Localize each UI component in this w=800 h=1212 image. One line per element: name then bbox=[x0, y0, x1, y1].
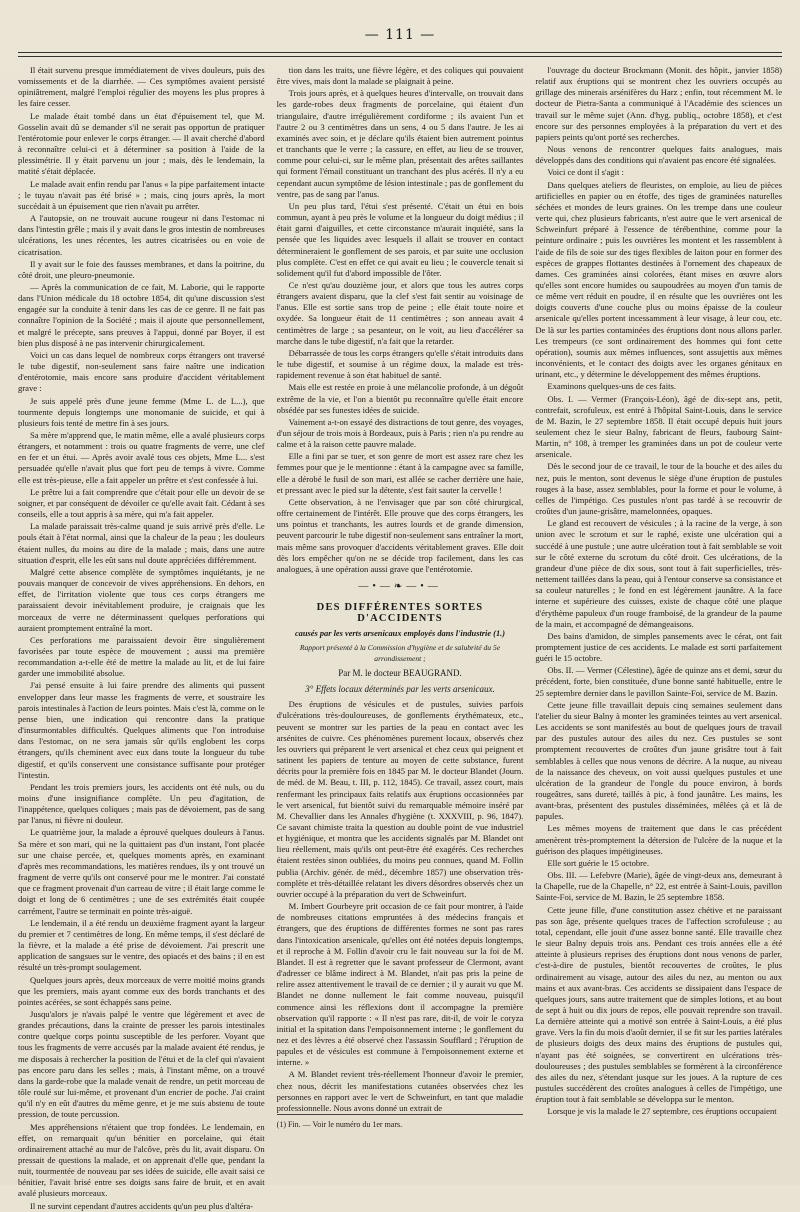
paragraph: Je suis appelé près d'une jeune femme (Mme L. de L...), que tourmente depuis longtemps une monomanie de suicide, et qui à plusieurs fois tenté de mettre fin à ses jours. bbox=[18, 395, 265, 428]
paragraph: Quelques jours après, deux morceaux de verre moitié moins grands que les premiers, mais ayant comme eux des bords tranchants et des pointes acérées, se sont échappés sans peine. bbox=[18, 974, 265, 1007]
paragraph: Mes appréhensions n'étaient que trop fondées. Le lendemain, en effet, on remarquait qu'un bénitier en porcelaine, qui était ordinairement attaché au mur de l'alcôve, près du lit, avait disparu. On pressait de questions la malade, et on apprenait d'elle que, pendant la nuit, tourmentée de nouveau par ses idées de suicide, elle avait saisi ce bénitier, l'avait brisé entre ses doigts sans faire de bruit, et en avait avalé plusieurs morceaux. bbox=[18, 1121, 265, 1199]
paragraph: Obs. III. — Lefebvre (Marie), âgée de vingt-deux ans, demeurant à la Chapelle, rue de la Chapelle, n° 22, est entrée à Saint-Louis, pavillon Sainte-Foi, service de M. Bazin, le 25 septembre 1858. bbox=[535, 870, 783, 903]
paragraph: Ce n'est qu'au douzième jour, et alors que tous les autres corps étrangers avaient disparu, que la clef s'est fait sentir au voisinage de l'anus. Elle est sortie sans trop de peine ; elle était toute noire et oxydée. Sa longueur était de 11 centimètres ; son anneau avait 4 centimètres de large ; sa pesanteur, on le voit, au lieu d'accélérer sa marche dans le tube digestif, n'a fait que la retarder. bbox=[276, 279, 524, 346]
paragraph: Sa mère m'apprend que, le matin même, elle a avalé plusieurs corps étrangers, et notamment : trois ou quatre fragments de verre, une clef en fer et un étui. — Après avoir avalé tous ces objets, Mme L... s'est persuadée qu'elle n'avait plus que fort peu de temps à vivre. Comme elle est très-pieuse, elle a fait appeler un prêtre et s'est confessée à lui. bbox=[18, 430, 265, 485]
paragraph: Lorsque je vis la malade le 27 septembre, ces éruptions occupaient bbox=[547, 1106, 777, 1117]
paragraph: Cette observation, à ne l'envisager que par son côté chirurgical, offre certainement de l'intérêt. Elle prouve que des corps étrangers, les uns pointus et tranchants, les autres lourds et de grande dimension, peuvent parcourir le tube digestif non-seulement sans entraîner la mort, mais même sans provoquer d'accidents véritablement graves. Elle doit dès lors empêcher qu'on ne se décide trop facilement, dans les cas analogues, à une opération aussi grave que l'entérotomie. bbox=[276, 496, 524, 574]
section-author: Par M. le docteur BEAUGRAND. bbox=[338, 667, 462, 678]
column-2-part-a bbox=[277, 65, 524, 575]
paragraph: tion dans les traits, une fièvre légère, et des coliques qui pouvaient être vives, mais dont la malade se plaignait à peine. bbox=[276, 65, 524, 87]
paragraph: Trois jours après, et à quelques heures d'intervalle, on trouvait dans les garde-robes deux fragments de porcelaine, qui étaient d'un triangulaire, d'autre irrégulièrement cordiforme ; ils avaient l'un et l'autre 2 ou 3 centimètres dans un sens, 4 ou 5 dans l'autre. Je les ai examinés avec soin, et je déclare qu'ils étaient bien autrement pointus et tranchants que le verre ; la cassure, en effet, au lieu de se trouver, comme pour celui-ci, sur le même plan, présentait des arêtes saillantes qui forment l'émail constituant un tranchant des plus acérés. Il n'y a eu cependant aucun symptôme de lésion intestinale ; pas de gonflement du ventre, pas de sang par l'anus. bbox=[276, 88, 524, 199]
page-header bbox=[18, 18, 782, 52]
paragraph: Il était survenu presque immédiatement de vives douleurs, puis des vomissements et de la diarrhée. — Ces symptômes avaient persisté opiniâtrement, malgré l'emploi régulier des moyens les plus propres à les faire cesser. bbox=[18, 65, 265, 109]
paragraph: Le malade avait enfin rendu par l'anus « la pipe parfaitement intacte ; le tuyau n'avait pas été brisé » ; mais, cinq jours après, la mort succédait à un épuisement que rien n'avait pu arrêter. bbox=[18, 178, 265, 211]
paragraph: Le malade était tombé dans un état d'épuisement tel, que M. Gosselin avait dû se demander s'il ne serait pas opportun de pratiquer l'entérotomie pour enlever le corps étranger. — Il avait cherché d'abord à reconnaître celui-ci et à déterminer sa position à l'aide de la plessimétrie. Il y était parvenu un jour ; mais, dès le lendemain, la matité s'était déplacée. bbox=[18, 110, 265, 177]
paragraph: Débarrassée de tous les corps étrangers qu'elle s'était introduits dans le tube digestif, et soumise à un régime doux, la malade est très-rapidement revenue à son état habituel de santé. bbox=[276, 347, 524, 381]
paragraph: Mais elle est restée en proie à une mélancolie profonde, à un dégoût extrême de la vie, et l'on a bientôt pu reconnaître qu'elle était encore obsédée par ses funestes idées de suicide. bbox=[276, 382, 524, 415]
paragraph: Dès le second jour de ce travail, le tour de la bouche et des ailes du nez, puis le menton, sont devenus le siège d'une éruption de pustules rouges à la base, assez semblables, pour la forme et pour le volume, à celles de l'impétigo. Ces pustules n'ont pas tardé à se recouvrir de croûtes d'un jaune-grisâtre, mamelonnées, opaques. bbox=[535, 461, 783, 517]
paragraph: Il ne survint cependant d'autres accidents qu'un peu plus d'altéra- bbox=[30, 1200, 253, 1211]
paragraph: M. Imbert Gourbeyre prit occasion de ce fait pour montrer, à l'aide de nombreuses citations empruntées à des médecins français et étrangers, que des éruptions de différentes formes ne sont pas rares dans l'intoxication arsenicale, qu'elles ont été notées depuis longtemps, et il reproche à M. Follin d'avoir cru le fait nouveau sur la foi de M. Blandet. Il est à regretter que le savant professeur de Clermont, avant d'adresser ce blâme indirect à M. Blandet, n'ait pas pris la peine de relire assez attentivement le travail de ce dernier ; il y aurait vu que M. Blandet ne donne nullement le fait comme nouveau, puisqu'il commence ainsi les réflexions dont il accompagne la première observation qu'il rapporte : « Il n'est pas rare, dit-il, de voir le coryza initial et la spitation dans l'empoisonnement interne ; le gonflement du nez et des lèvres a été observé chez l'assassin Soufflard ; l'éruption de papules et de vésicules est commune à l'empoisonnement externe et interne. » bbox=[276, 901, 524, 1068]
paragraph: Malgré cette absence complète de symptômes inquiétants, je ne pouvais manquer de concevoir de vives appréhensions. En dehors, en effet, de l'irritation violente que tous ces corps étrangers me paraissaient devoir inévitablement produire, je craignais que les morceaux de verre ne déterminassent quelques perforations qui auraient promptement entraîné la mort. bbox=[18, 566, 265, 633]
paragraph: Elle a fini par se tuer, et son genre de mort est assez rare chez les femmes pour que je le mentionne : étant à la campagne avec sa famille, elle a dérobé le fusil de son mari, est allée se cacher derrière une haie, et pressant avec le pied sur la détente, s'est fait sauter la cervelle ! bbox=[276, 451, 524, 495]
paragraph: Obs. I. — Vermer (François-Léon), âgé de dix-sept ans, petit, contrefait, scrofuleux, est entré à l'hôpital Saint-Louis, dans le service de M. Bazin, le 27 septembre 1858. Il était occupé depuis huit jours seulement chez le sieur Balny, fabricant de fleurs, faubourg Saint-Martin, n° 108, à tremper les graminées dans un pot de couleur verte arsenicale. bbox=[535, 393, 783, 460]
paragraph: Ces perforations me paraissaient devoir être singulièrement favorisées par toute espèce de mouvement ; aussi ma première recommandation a-t-elle été de mettre la malade au lit, et de lui faire garder une immobilité absolue. bbox=[18, 634, 265, 679]
paragraph: Il y avait sur le foie des fausses membranes, et dans la poitrine, du côté droit, une pleuro-pneumonie. bbox=[18, 258, 265, 280]
column-2-part-b bbox=[277, 699, 524, 1114]
paragraph: Le prêtre lui a fait comprendre que c'était pour elle un devoir de se soigner, et par conséquent de dévoiler ce qu'elle avait fait. Cédant à ses conseils, elle a tout appris à sa mère, qui m'a fait appeler. bbox=[18, 486, 265, 520]
paragraph: J'ai pensé ensuite à lui faire prendre des aliments qui pussent envelopper dans leur masse les fragments de verre, et soustraire les parois intestinales à l'action de leurs pointes. Mais c'est là, comme on le pense bien, une indication qui rencontre dans la pratique d'insurmontables difficultés. Quelques aliments que l'on introduise dans l'estomac, on ne sera jamais sûr qu'ils englobent les corps étrangers, qu'ils cheminent avec eux dans toute la longueur du tube digestif, et qu'ils conservent une consistance suffisante pour protéger l'intestin. bbox=[18, 680, 265, 780]
column-3 bbox=[535, 65, 782, 1165]
paragraph: Le lendemain, il a été rendu un deuxième fragment ayant la largeur du premier et 7 centimètres de long. En même temps, il s'est déclaré de la fièvre, et la malade a été prise de dévoiement. J'ai prescrit une application de sangsues sur le ventre, des opiacés et des bains ; il en est résulté un très-prompt soulagement. bbox=[18, 917, 265, 973]
paragraph: Elle sort guérie le 15 octobre. bbox=[547, 857, 650, 868]
paragraph: Le quatrième jour, la malade a éprouvé quelques douleurs à l'anus. Sa mère et son mari, qui ne la quittaient pas d'un instant, l'ont placée sur une chaise percée, et, quelques moments après, en examinant d'après mes recommandations, les matières rendues, ils y ont trouvé un fragment de verre qu'ils ont conservé pour me le montrer. J'ai constaté que ce fragment provenait d'un carreau de vitre ; il était large comme le doigt et long de 6 centimètres ; une de ses extrémités était coupée carrément, l'autre se terminait en pointe très-aiguë. bbox=[18, 827, 265, 916]
section-subtitle: causés par les verts arsenicaux employés dans l'industrie (1.) bbox=[294, 628, 506, 638]
paragraph: Un peu plus tard, l'étui s'est présenté. C'était un étui en bois commun, ayant à peu près le volume et la longueur du doigt médius ; il était garni d'aiguilles, et cette circonstance m'aurait inquiété, sans la pensée que les liquides avec lesquels il allait se trouver en contact détermineraient le gonflement de ses parois, et par suite une occlusion plus complète. C'est en effet ce qui avait eu lieu ; le couvercle tenait si solidement qu'il fut d'abord impossible de l'ôter. bbox=[276, 200, 524, 278]
paragraph: Obs. II. — Vermer (Célestine), âgée de quinze ans et demi, sœur du précédent, forte, bien constituée, d'une bonne santé habituelle, entre le 25 septembre dernier dans le pavillon Sainte-Foi, service de M. Bazin. bbox=[535, 665, 783, 698]
paragraph: Cette jeune fille travaillait depuis cinq semaines seulement dans l'atelier du sieur Balny à monter les graminées teintes au vert arsenical. Les accidents se sont manifestés au bout de quelques jours de travail par des pustules autour des ailes du nez. Ces pustules se sont promptement recouvertes de croûtes d'un jaune grisâtre tout à fait semblables à celles que nous venons de décrire. A la nuque, au niveau de la naissance des cheveux, on voit aussi quelques pustules et une ulcération de la grandeur de l'ongle du pouce environ, à bords rougeâtres, sans dureté, taillés à pic, à fond jaunâtre. Les mains, les avant-bras, présentent des pustules disséminées, mêlées çà et là de papules. bbox=[535, 699, 783, 822]
paragraph: A l'autopsie, on ne trouvait aucune rougeur ni dans l'estomac ni dans l'intestin grêle ; mais il y avait dans le gros intestin de nombreuses ulcérations, les unes récentes, les autres cicatrisées ou en voie de cicatrisation. bbox=[18, 213, 265, 257]
paragraph: Voici un cas dans lequel de nombreux corps étrangers ont traversé le tube digestif, non-seulement sans faire naître une indication d'entérotomie, mais encore sans produire d'accident véritablement grave : bbox=[18, 349, 265, 394]
paragraph: Dans quelques ateliers de fleuristes, on emploie, au lieu de pièces artificielles en papier ou en étoffe, des tiges de graminées naturelles séchées et mondes de leurs graines. On les trempe dans une couleur verte qui, chez plusieurs fabricants, n'est autre que le vert arsenical de Schweinfurt préparé à l'essence de térébenthine, comme pour la peinture ordinaire ; puis les ouvrières les montent et les rassemblent à l'aide de fils de soie sur des tiges flexibles de laiton pour en former des espèces de grappes flottantes destinées à l'ornement des chapeaux de dames. Ces graminées ainsi colorées, étant mises en œuvre alors qu'elles sont encore humides ou saupoudrées au moyen d'un tamis de ce même vert réduit en poudre, il en résulte que les ouvrières ont les doigts couverts d'une couche plus ou moins épaisse de la couleur arsenicale qu'elles portent incessamment à leur visage, à leur cou, etc. De là sur les parties contaminées des éruptions dont nous allons parler. Les trempeurs (ce sont ordinairement des hommes qui font cette opération), soumis aux mêmes influences, sont assujettis aux mêmes inconvénients, et le contact des doigts avec les organes génitaux en urinant, etc., y détermine le développement des mêmes éruptions. bbox=[535, 179, 783, 380]
paragraph: Des éruptions de vésicules et de pustules, suivies parfois d'ulcérations très-douloureuses, de gonflements érythémateux, etc., peuvent se montrer sur les parties de la peau en contact avec les arsénites de cuivre. Ces phénomènes purement locaux, observés chez les ouvriers qui préparent le vert arsenical et chez ceux qui peignent et satinent les papiers de tenture au moyen de cette substance, furent décrits pour la première fois en 1845 par M. le docteur Blandet (Journ. de méd. de M. Beau, t. III, p. 112, 1845). Ce travail, assez court, mais renfermant les principaux faits relatifs aux éruptions occasionnées par le vert arsenical, fut bientôt suivi du remarquable mémoire inséré par M. Chevallier dans les Annales d'hygiène (t. XXXVIII, p. 96, 1847). Ce savant chimiste traita la question au double point de vue industriel et hygiénique, et montra que les accidents signalés par M. Blandet ont lieu réellement, mais qu'ils ont peut-être été exagérés. Ces recherches étaient restées sinon oubliées, du moins peu connues, quand M. Follin publia (Archiv. génér. de méd., décembre 1857) une observation très-complète et très-détaillée relatant les divers désordres observés chez un ouvrier occupé à la préparation du vert de Schweinfurt. bbox=[276, 699, 524, 899]
paragraph: Examinons quelques-uns de ces faits. bbox=[547, 381, 676, 392]
paragraph: Jusqu'alors je n'avais palpé le ventre que légèrement et avec de grandes précautions, dans la crainte de presser les parois intestinales contre quelque corps pointu susceptible de les perforer. Voyant que tous les fragments de verre accusés par la malade avaient été rendus, je me disposais à rechercher la position de l'étui et de la clef qui n'avaient pas encore paru dans les selles ; mais, à l'instant même, on a trouvé dans la garde-robe que la malade venait de rendre, un petit morceau de tôle roulé sur lui-même, et provenant d'un encrier de poche. J'ai craint qu'il n'y en eût d'autres du même genre, et je me suis abstenu de toute pression, de toute percussion. bbox=[18, 1008, 265, 1120]
text-columns bbox=[18, 65, 783, 1211]
section-title: DES DIFFÉRENTES SORTES D'ACCIDENTS bbox=[316, 602, 484, 625]
section-note: Rapport présenté à la Commission d'hygiène et de salubrité du 5e arrondissement ; bbox=[299, 642, 501, 663]
paragraph: Nous venons de rencontrer quelques faits analogues, mais développés dans des conditions qui n'avaient pas encore été signalées. bbox=[535, 144, 783, 166]
paragraph: Voici ce dont il s'agit : bbox=[547, 167, 624, 178]
paragraph: Cette jeune fille, d'une constitution assez chétive et ne paraissant pas son âge, présente quelques traces de l'affection scrofuleuse ; au total, cependant, elle jouit d'une assez bonne santé. Elle travaille chez le sieur Balny depuis trois ans. Pendant ces trois années elle a été atteinte à plusieurs reprises des éruptions dont nous venons de parler, c'est-à-dire de pustules, bientôt recouvertes de croûtes, le plus ordinairement au visage, autour des ailes du nez, au menton ou aux mains et aux avant-bras. Ces accidents se dissipaient dans l'espace de quelques jours, sans autre traitement que de simples lotions, et au bout de sept à huit ou dix jours de repos, elle pouvait reprendre son travail. La dernière atteinte qui a motivé son entrée à Saint-Louis, a été plus grave. Vers la fin du mois d'août dernier, il se fit sur les parties latérales de plusieurs doigts des deux mains des éruptions de pustules qui, n'ayant pas été soignées, se convertirent en ulcérations très-douloureuses ; des pustules semblables se formèrent à la circonférence des ailes du nez, s'étendant jusque sur les joues. A la rupture de ces pustules succédèrent des croûtes analogues à celles de l'impétigo, une éruption tout à fait semblable se développa sur le menton. bbox=[535, 904, 783, 1105]
paragraph: l'ouvrage du docteur Brockmann (Monit. des hôpit., janvier 1858) relatif aux éruptions qui se montrent chez les ouvriers occupés au grillage des minerais arsénifères du Harz ; enfin, tout récemment M. le docteur de Pietra-Santa a communiqué à l'Académie des sciences un travail sur le même sujet (Ann. d'hyg. publiq., octobre 1858), et c'est encore sur des personnes employées à la préparation du vert et des papiers peints qu'ont porté ses recherches. bbox=[535, 65, 783, 142]
subsection-title: 3° Effets locaux déterminés par les verts arsenicaux. bbox=[305, 684, 495, 695]
column-2 bbox=[277, 65, 524, 1165]
paragraph: Pendant les trois premiers jours, les accidents ont été nuls, ou du moins d'une insignifiance complète. Un peu d'agitation, de l'inappétence, quelques coliques ; mais pas de dévoiement, pas de sang par l'anus, ni fièvre ni douleur. bbox=[18, 781, 265, 826]
paragraph: Les mêmes moyens de traitement que dans le cas précédent amenèrent très-promptement la détersion de l'ulcère de la nuque et la guérison des plaques impétigineuses. bbox=[535, 823, 783, 856]
paragraph: Des bains d'amidon, de simples pansements avec le cérat, ont fait promptement justice de ces accidents. Le malade est sorti parfaitement guéri le 15 octobre. bbox=[535, 630, 783, 664]
paragraph: La malade paraissait très-calme quand je suis arrivé près d'elle. Le pouls était à l'état normal, ainsi que la chaleur de la peau ; les douleurs étaient nulles, du moins au dire de la malade ; mais, dans une autre situation d'esprit, elle les eût sans nul doute appréciées différemment. bbox=[18, 521, 265, 565]
paragraph: — Après la communication de ce fait, M. Laborie, qui le rapporte dans l'Union médicale du 18 octobre 1854, dit qu'une discussion s'est engagée sur la conduite à tenir dans les cas de ce genre. Il ne fait pas connaître l'opinion de la Société ; mais il ajoute que personnellement, et malgré le précepte, sans preuves à l'appui, donné par Boyer, il est bien plus disposé à ne pas intervenir chirurgicalement. bbox=[18, 281, 265, 348]
paragraph: Le gland est recouvert de vésicules ; à la racine de la verge, à son union avec le scrotum et sur le raphé, existe une ulcération qui a succédé à une pustule ; une autre ulcération tout à fait semblable se voit sur le côté externe du scrotum du côté droit. Ces ulcérations, de la grandeur d'une pièce de dix sous, sont tout à fait superficielles, très-nettement taillées dans la peau, qui à l'entour conserve sa consistance et sa couleur naturelles ; le fond en est légèrement jaunâtre. A la face interne et supérieure des cuisses, existe de chaque côté une plaque d'érythème papuleux d'un rouge framboisé, de la grandeur de la paume de la main, et accompagné de démangeaisons. bbox=[535, 518, 783, 629]
header-rule bbox=[18, 52, 782, 57]
paragraph: A M. Blandet revient très-réellement l'honneur d'avoir le premier, chez nous, décrit les manifestations cutanées observées chez les personnes en rapport avec le vert de Schweinfurt, en tant que maladie professionnelle. Nous avons donné un extrait de bbox=[276, 1069, 524, 1113]
page-number: — 111 — bbox=[364, 27, 436, 43]
footnote: (1) Fin. — Voir le numéro du 1er mars. bbox=[277, 1114, 524, 1130]
section-heading bbox=[277, 602, 524, 695]
column-1 bbox=[18, 65, 265, 1211]
paragraph: Vainement a-t-on essayé des distractions de tout genre, des voyages, d'un séjour de trois mois à Bordeaux, puis à Paris ; rien n'a pu rendre au calme et à la raison cette pauvre malade. bbox=[276, 416, 524, 450]
section-ornament: —•—❧—•— bbox=[358, 581, 442, 593]
